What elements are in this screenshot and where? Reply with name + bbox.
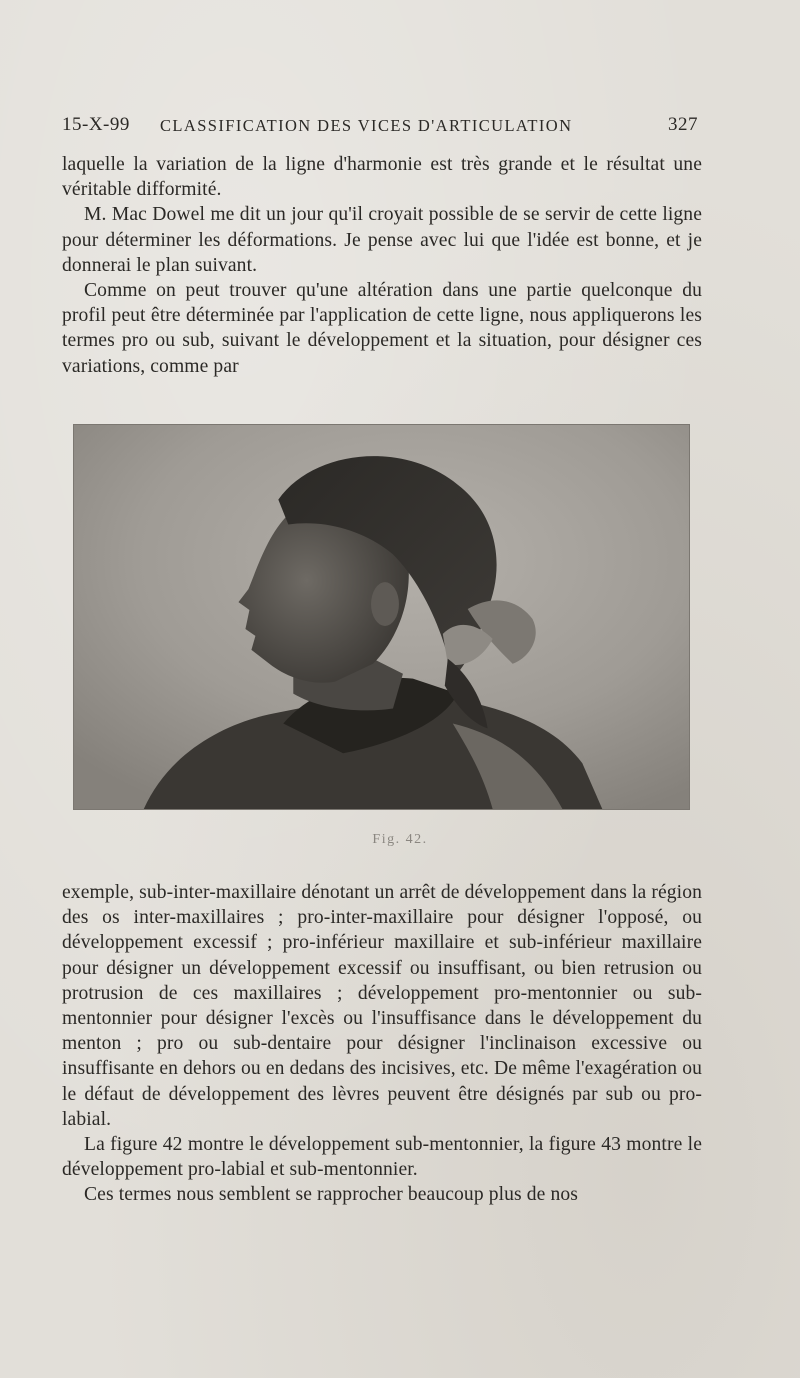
paragraph: Ces termes nous semblent se rapprocher beaucoup plus de nos xyxy=(84,1184,578,1206)
text-block-bottom xyxy=(62,880,702,1208)
paragraph: laquelle la variation de la ligne d'harmonie est très grande et le résultat une véritable difformité. xyxy=(62,154,702,201)
figure-caption: Fig. 42. xyxy=(372,832,428,847)
text-block-top xyxy=(62,152,702,379)
running-head-title: CLASSIFICATION DES VICES D'ARTICULATION xyxy=(160,116,573,135)
paragraph: M. Mac Dowel me dit un jour qu'il croyait possible de se servir de cette ligne pour déterminer les déformations. Je pense avec lui que l'idée est bonne, et je donnerai le plan suivant. xyxy=(62,204,702,276)
running-head xyxy=(62,114,700,146)
running-head-date: 15-X-99 xyxy=(62,114,130,135)
paragraph: Comme on peut trouver qu'une altération dans une partie quelconque du profil peut être déterminée par l'application de cette ligne, nous appliquerons les termes pro ou sub, suivant le développement et la situation, pour désigner ces variations, comme par xyxy=(62,280,702,377)
paragraph: exemple, sub-inter-maxillaire dénotant un arrêt de développement dans la région des os inter-maxillaires ; pro-inter-maxillaire pour désigner l'opposé, ou développement excessif ; pro-inférieur maxillaire et sub-inférieur maxillaire pour désigner un développement excessif ou insuffisant, ou bien retrusion ou protrusion de ces maxillaires ; développement pro-mentonnier ou sub-mentonnier pour désigner l'excès ou l'insuffisance dans le développement du menton ; pro ou sub-dentaire pour désigner l'inclinaison excessive ou insuffisante en dehors ou en dedans des incisives, etc. De même l'exagération ou le défaut de développement des lèvres peuvent être désignés par sub ou pro-labial. xyxy=(62,882,702,1130)
paragraph: La figure 42 montre le développement sub-mentonnier, la figure 43 montre le développement pro-labial et sub-mentonnier. xyxy=(62,1134,702,1181)
profile-portrait-photo xyxy=(74,425,689,809)
figure-photograph xyxy=(73,424,690,810)
page-number: 327 xyxy=(668,114,698,135)
